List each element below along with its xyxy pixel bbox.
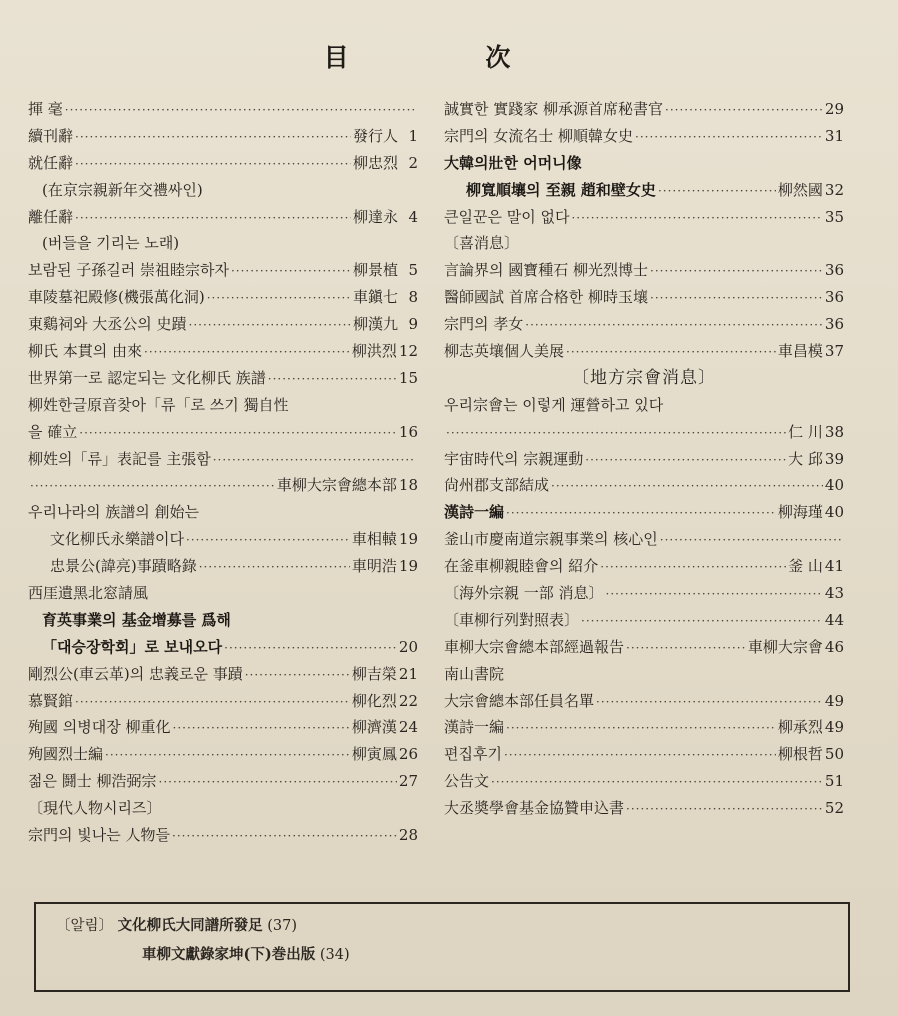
entry-author: 車柳大宗會	[747, 637, 823, 656]
dot-leader	[650, 285, 823, 311]
entry-page: 28	[398, 826, 418, 845]
toc-entry	[28, 446, 418, 473]
dot-leader	[172, 823, 397, 849]
toc-entry	[444, 634, 844, 661]
dot-leader	[626, 796, 823, 822]
entry-page: 26	[398, 745, 418, 764]
toc-entry	[28, 392, 418, 419]
dot-leader	[224, 635, 397, 661]
entry-author: 柳化烈	[351, 691, 397, 710]
dot-leader	[79, 420, 397, 446]
entry-page: 43	[824, 584, 844, 603]
toc-entry	[444, 553, 844, 580]
toc-entry	[28, 230, 418, 257]
entry-title: 殉國 의병대장 柳重化	[28, 718, 171, 737]
toc-entry	[28, 580, 418, 607]
dot-leader	[665, 97, 823, 123]
dot-leader	[504, 742, 776, 768]
entry-title: 漢詩一編	[444, 718, 505, 737]
entry-title: 公告文	[444, 772, 490, 791]
toc-entry	[444, 607, 844, 634]
toc-entry	[28, 177, 418, 204]
entry-title: 보람된 子孫길러 崇祖睦宗하자	[28, 261, 229, 280]
entry-author: 車柳大宗會總本部	[276, 476, 397, 495]
entry-page: 5	[408, 261, 418, 280]
entry-page: 49	[824, 718, 844, 737]
entry-title: 揮 毫	[28, 100, 63, 118]
entry-page: 38	[824, 422, 844, 441]
entry-title: 大韓의壯한 어머니像	[444, 153, 582, 172]
dot-leader	[506, 500, 776, 526]
entry-page: 22	[398, 691, 418, 710]
entry-page: 24	[398, 718, 418, 737]
toc-entry	[444, 311, 844, 338]
entry-title: 柳氏 本貫의 由來	[28, 342, 143, 361]
entry-title: 우리宗會는 이렇게 運營하고 있다	[444, 395, 664, 414]
entry-author: 釜 山	[788, 557, 823, 576]
entry-page: 35	[824, 207, 844, 226]
dot-leader	[566, 339, 776, 365]
entry-title: 誠實한 實踐家 柳承源首席秘書官	[444, 100, 664, 118]
entry-author: 車鎭七	[352, 288, 398, 307]
entry-author: 車明浩	[351, 557, 397, 576]
notice-line-2	[142, 943, 350, 964]
entry-title: 就任辭	[28, 153, 74, 172]
entry-title: 漢詩一編	[444, 503, 505, 522]
entry-author: 車昌模	[777, 342, 823, 361]
entry-title: (在京宗親新年交禮싸인)	[42, 180, 203, 199]
dot-leader	[75, 205, 351, 231]
dot-leader	[75, 689, 350, 715]
toc-entry	[444, 795, 844, 822]
dot-leader	[581, 608, 823, 634]
dot-leader	[186, 527, 350, 553]
entry-page: 8	[408, 288, 418, 307]
toc-entry	[444, 472, 844, 499]
entry-author: 柳海瑾	[777, 503, 823, 522]
toc-entry	[28, 688, 418, 715]
entry-author: 柳根哲	[777, 745, 823, 764]
entry-title: 尙州郡支部結成	[444, 476, 550, 495]
toc-entry	[444, 204, 844, 231]
toc-entry	[444, 257, 844, 284]
entry-title: 育英事業의 基金增募를 爲해	[42, 610, 231, 629]
toc-entry	[28, 284, 418, 311]
notice-tag: 〔알림〕	[56, 918, 114, 934]
toc-entry	[28, 714, 418, 741]
toc-entry	[28, 204, 418, 231]
toc-entry	[444, 96, 844, 123]
entry-page: 36	[824, 288, 844, 307]
entry-author: 柳達永	[352, 207, 398, 226]
dot-leader	[660, 527, 842, 553]
entry-title: 醫師國試 首席合格한 柳時玉壤	[444, 288, 649, 307]
entry-title: 續刊辭	[28, 126, 74, 145]
toc-entry	[28, 553, 418, 580]
dot-leader	[207, 285, 351, 311]
dot-leader	[446, 420, 786, 446]
entry-title: 宗門의 女流名士 柳順韓女史	[444, 126, 634, 145]
entry-page: 31	[824, 126, 844, 145]
entry-title: 殉國烈士編	[28, 745, 104, 764]
toc-right-column	[444, 96, 844, 822]
toc-entry	[444, 123, 844, 150]
dot-leader	[571, 205, 822, 231]
entry-page: 50	[824, 745, 844, 764]
toc-entry	[444, 177, 844, 204]
entry-title: 〔地方宗會消息〕	[572, 367, 716, 388]
dot-leader	[213, 447, 416, 473]
entry-page: 4	[408, 207, 418, 226]
entry-author: 柳忠烈	[352, 153, 398, 172]
toc-entry	[444, 365, 844, 392]
entry-title: 車陵墓祀殿修(機張萬化洞)	[28, 288, 205, 307]
entry-page: 20	[398, 637, 418, 656]
entry-page: 46	[824, 637, 844, 656]
dot-leader	[551, 473, 823, 499]
dot-leader	[596, 689, 823, 715]
entry-page: 51	[824, 772, 844, 791]
dot-leader	[199, 554, 350, 580]
entry-page: 9	[408, 315, 418, 334]
toc-entry	[444, 284, 844, 311]
entry-title: 〔現代人物시리즈〕	[28, 799, 162, 818]
entry-page: 49	[824, 691, 844, 710]
entry-page: 19	[398, 557, 418, 576]
entry-author: 柳寅鳳	[351, 745, 397, 764]
entry-page: 32	[824, 180, 844, 199]
dot-leader	[491, 769, 823, 795]
dot-leader	[245, 662, 350, 688]
dot-leader	[75, 151, 351, 177]
toc-entry	[28, 150, 418, 177]
toc-entry	[444, 714, 844, 741]
entry-title: 車柳大宗會總本部經過報告	[444, 637, 625, 656]
toc-entry	[444, 741, 844, 768]
toc-entry	[28, 607, 418, 634]
entry-title: 文化柳氏永樂譜이다	[50, 530, 184, 549]
notice-box	[34, 902, 850, 992]
entry-title: (버들을 기리는 노래)	[42, 234, 180, 253]
dot-leader	[189, 312, 351, 338]
toc-entry	[444, 446, 844, 473]
toc-entry	[28, 499, 418, 526]
entry-title: 柳姓의「류」表記를 主張함	[28, 449, 211, 468]
entry-title: 慕賢錧	[28, 691, 74, 710]
toc-entry	[28, 526, 418, 553]
entry-author: 柳漢九	[352, 315, 398, 334]
dot-leader	[159, 769, 397, 795]
entry-page: 40	[824, 503, 844, 522]
dot-leader	[65, 97, 416, 123]
entry-title: 離任辭	[28, 207, 74, 226]
entry-page: 44	[824, 610, 844, 629]
toc-entry	[444, 392, 844, 419]
toc-entry	[28, 741, 418, 768]
entry-title: 우리나라의 族譜의 創始는	[28, 503, 199, 522]
entry-page: 39	[824, 449, 844, 468]
notice-item-1: 文化柳氏大同譜所發足	[117, 917, 263, 934]
entry-title: 柳志英壤個人美展	[444, 342, 565, 361]
entry-author: 柳洪烈	[351, 342, 397, 361]
toc-entry	[444, 580, 844, 607]
entry-author: 柳承烈	[777, 718, 823, 737]
dot-leader	[635, 124, 823, 150]
toc-entry	[444, 688, 844, 715]
toc-entry	[28, 795, 418, 822]
entry-page: 36	[824, 315, 844, 334]
toc-entry	[28, 338, 418, 365]
toc-entry	[28, 661, 418, 688]
entry-title: 言論界의 國寶種石 柳光烈博士	[444, 261, 649, 280]
dot-leader	[525, 312, 823, 338]
entry-title: 〔車柳行列對照表〕	[444, 610, 580, 629]
entry-title: 柳姓한글原音찾아「류「로 쓰기 獨自性	[28, 395, 289, 414]
toc-entry	[444, 526, 844, 553]
entry-title: 宗門의 孝女	[444, 315, 524, 334]
dot-leader	[506, 715, 776, 741]
entry-title: 南山書院	[444, 664, 505, 683]
entry-page: 18	[398, 476, 418, 495]
entry-title: 편집후기	[444, 745, 502, 764]
notice-item-2-page: (34)	[319, 947, 350, 963]
entry-title: 宗門의 빛나는 人物들	[28, 826, 170, 845]
toc-entry	[28, 768, 418, 795]
entry-page: 12	[398, 342, 418, 361]
entry-title: 을 確立	[28, 422, 78, 441]
entry-title: 釜山市慶南道宗親事業의 核心인	[444, 530, 658, 549]
entry-author: 柳然國	[777, 180, 823, 199]
entry-author: 柳吉榮	[351, 664, 397, 683]
dot-leader	[606, 581, 823, 607]
toc-entry	[444, 419, 844, 446]
dot-leader	[105, 742, 350, 768]
entry-title: 西厓遺黑北窓請風	[28, 584, 149, 603]
toc-entry	[444, 230, 844, 257]
entry-page: 29	[824, 100, 844, 118]
dot-leader	[144, 339, 350, 365]
toc-entry	[444, 499, 844, 526]
toc-entry	[28, 96, 418, 123]
dot-leader	[658, 178, 776, 204]
entry-page: 36	[824, 261, 844, 280]
entry-author: 柳景植	[352, 261, 398, 280]
entry-title: 〔海外宗親 一部 消息〕	[444, 584, 604, 603]
entry-page: 19	[398, 530, 418, 549]
dot-leader	[75, 124, 351, 150]
toc-entry	[444, 338, 844, 365]
entry-title: 大宗會總本部任員名單	[444, 691, 595, 710]
entry-page: 41	[824, 557, 844, 576]
entry-title: 큰일꾼은 말이 없다	[444, 207, 570, 226]
dot-leader	[626, 635, 746, 661]
entry-page: 27	[398, 772, 418, 791]
toc-entry	[28, 472, 418, 499]
dot-leader	[231, 258, 351, 284]
entry-title: 世界第一로 認定되는 文化柳氏 族譜	[28, 368, 266, 387]
entry-author: 大 邱	[788, 449, 823, 468]
entry-page: 1	[408, 126, 418, 145]
toc-entry	[28, 419, 418, 446]
entry-page: 52	[824, 799, 844, 818]
entry-title: 忠景公(諱亮)事蹟略錄	[50, 557, 197, 576]
entry-title: 柳寬順壤의 至親 趙和壁女史	[466, 180, 656, 199]
notice-line-1	[56, 914, 297, 935]
toc-entry	[28, 257, 418, 284]
entry-page: 21	[398, 664, 418, 683]
entry-page: 16	[398, 422, 418, 441]
notice-item-1-page: (37)	[267, 918, 297, 934]
toc-entry	[444, 150, 844, 177]
entry-title: 大丞奬學會基金協贊申込書	[444, 799, 625, 818]
dot-leader	[600, 554, 786, 580]
toc-entry	[444, 768, 844, 795]
notice-item-2: 車柳文獻錄家坤(下)巻出版	[142, 946, 316, 963]
entry-page: 2	[408, 153, 418, 172]
entry-page: 15	[398, 368, 418, 387]
entry-title: 「대승장학회」로 보내오다	[42, 637, 223, 656]
entry-author: 發行人	[352, 126, 398, 145]
page-title: 目 次	[323, 43, 575, 72]
toc-entry	[28, 311, 418, 338]
dot-leader	[585, 447, 786, 473]
entry-title: 젊은 鬪士 柳浩弼宗	[28, 772, 157, 791]
toc-entry	[444, 661, 844, 688]
entry-title: 在釜車柳親睦會의 紹介	[444, 557, 599, 576]
dot-leader	[173, 715, 350, 741]
dot-leader	[30, 473, 275, 499]
toc-entry	[28, 634, 418, 661]
dot-leader	[268, 366, 397, 392]
entry-author: 柳濟漢	[351, 718, 397, 737]
entry-page: 40	[824, 476, 844, 495]
toc-entry	[28, 822, 418, 849]
entry-author: 仁 川	[788, 422, 823, 441]
entry-page: 37	[824, 342, 844, 361]
entry-title: 剛烈公(車云革)의 忠義로운 事蹟	[28, 664, 243, 683]
dot-leader	[650, 258, 823, 284]
toc-entry	[28, 365, 418, 392]
entry-author: 車相轅	[351, 530, 397, 549]
entry-title: 〔喜消息〕	[444, 234, 520, 253]
toc-entry	[28, 123, 418, 150]
entry-title: 東鷄祠와 大丞公의 史蹟	[28, 315, 187, 334]
toc-left-column	[28, 96, 418, 849]
entry-title: 宇宙時代의 宗親運動	[444, 449, 584, 468]
